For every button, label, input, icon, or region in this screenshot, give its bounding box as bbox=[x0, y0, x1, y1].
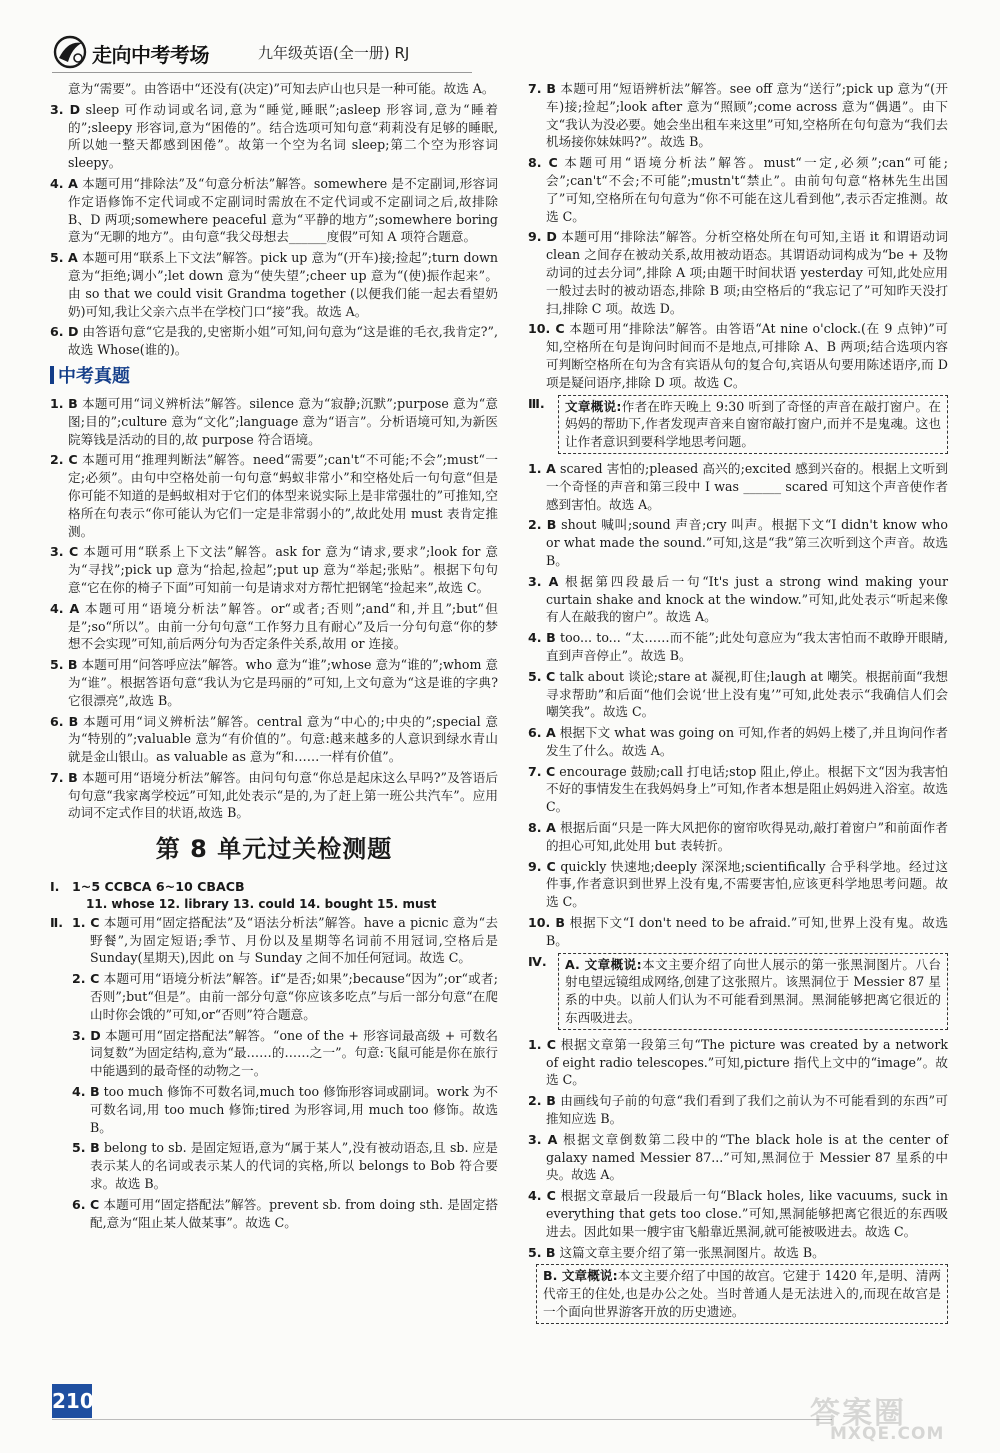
answer-number: 9. C bbox=[528, 858, 556, 874]
answer-item bbox=[528, 320, 948, 391]
section-2-answers bbox=[50, 914, 498, 1235]
answer-item bbox=[528, 629, 948, 665]
answer-number: 1. A bbox=[528, 460, 556, 476]
answer-explanation: shout 喊叫;sound 声音;cry 叫声。根据下文“I didn't know who or what made the sound.”可知,这是“我”第三次听到这个声音。故选 B。 bbox=[546, 517, 949, 568]
footer-rule bbox=[52, 1419, 832, 1420]
answer-item bbox=[50, 395, 498, 448]
answers-prev-section bbox=[50, 80, 498, 359]
answer-number: 8. C bbox=[528, 155, 558, 171]
answer-number: 3. C bbox=[50, 544, 79, 560]
answer-number: 10. C bbox=[528, 321, 565, 337]
answer-number: 4. B bbox=[528, 630, 556, 646]
section-4b-summary-box bbox=[536, 1264, 948, 1323]
answer-item bbox=[528, 460, 948, 513]
answer-explanation: 本题可用“固定搭配法”解答。“one of the + 形容词最高级 + 可数名词复数”为固定结构,意为“最……的……之一”。句意:飞鼠可能是你在旅行中能遇到的最奇怪的动物之一。 bbox=[90, 1027, 498, 1079]
section-1-line-1: 1~5 CCBCA 6~10 CBACB bbox=[72, 879, 245, 895]
answer-item bbox=[72, 1027, 498, 1080]
answers-zhongkao bbox=[50, 395, 498, 822]
answer-explanation: 本题可用“语境分析法”解答。must“一定,必须”;can“可能;会”;can't“不会;不可能”;mustn't“禁止”。由前句句意“格林先生出国了”可知,空格所在句句意为“你不可能在这儿看到他”,表示否定推测。故选 C。 bbox=[546, 155, 948, 224]
section-4 bbox=[528, 953, 948, 1036]
answer-explanation: 根据下文 what was going on 可知,作者的妈妈上楼了,并且询问作者发生了什么。故选 A。 bbox=[546, 725, 948, 758]
book-logo-icon bbox=[52, 34, 88, 70]
zhongkao-title: 中考真题 bbox=[58, 365, 130, 387]
answers-sec2-continued bbox=[528, 80, 948, 392]
section-2-list bbox=[72, 914, 498, 1235]
section-4b-summary-text: 本文主要介绍了中国的故宫。它建于 1420 年,是明、清两代帝王的住处,也是办公之处。当时普通人是无法进入的,而现在故宫是一个面向世界游客开放的历史遗迹。 bbox=[543, 1268, 942, 1319]
answer-number: 5. A bbox=[50, 250, 78, 266]
answer-explanation: sleep 可作动词或名词,意为“睡觉,睡眠”;asleep 形容词,意为“睡着的”;sleepy 形容词,意为“困倦的”。结合选项可知句意“莉莉没有足够的睡眠,所以她一整天都感到困倦”。故第一个空为名词 sleep;第二个空为形容词 sleepy。 bbox=[68, 101, 498, 171]
answer-explanation: 根据后面“只是一阵大风把你的窗帘吹得晃动,敲打着窗户”和前面作者的担心可知,此处用 but 表转折。 bbox=[546, 820, 948, 853]
answer-item bbox=[528, 1187, 948, 1240]
answer-number: 4. C bbox=[528, 1188, 556, 1204]
answer-explanation: 本题可用“推理判断法”解答。need“需要”;can't“不可能;不会”;must“一定;必须”。由句中空格处前一句句意“蚂蚁非常小”和空格处后一句句意“但是你可能不知道的是蚂蚁相对于它们的体型来说实际上是非常强壮的”可推知,空格所在句表示“你可能认为它们一定是非常弱小的”,故此处用 must 表肯定推测。 bbox=[68, 452, 498, 539]
watermark-line-2: MXQE.COM bbox=[830, 1424, 945, 1444]
answer-item bbox=[528, 724, 948, 760]
answer-number: 2. C bbox=[72, 971, 100, 987]
section-4b-summary-label: B. 文章概说: bbox=[543, 1268, 618, 1284]
section-1-answers bbox=[50, 878, 498, 914]
section-3-list bbox=[528, 460, 948, 950]
section-3-summary-box bbox=[558, 395, 948, 454]
answer-explanation: too... to... “太……而不能”;此处句意应为“我太害怕而不敢睁开眼睛,直到声音停止”。故选 B。 bbox=[546, 630, 948, 663]
answer-item bbox=[72, 1083, 498, 1136]
answer-explanation: talk about 谈论;stare at 凝视,盯住;laugh at 嘲笑。根据前面“我想寻求帮助”和后面“他们会说‘世上没有鬼’”可知,此处表示“我确信人们会嘲笑我”。故选 C。 bbox=[546, 668, 948, 720]
answer-number: 2. B bbox=[528, 1093, 556, 1109]
answer-number: 3. D bbox=[72, 1027, 101, 1043]
answer-item bbox=[50, 175, 498, 246]
header-rule bbox=[52, 72, 472, 73]
section-1-mark: Ⅰ. bbox=[50, 879, 60, 895]
answer-explanation: 根据文章倒数第二段中的“The black hole is at the center of galaxy named Messier 87...”可知,黑洞位于 Messier 87 星系的中央。故选 A。 bbox=[546, 1131, 948, 1183]
answer-number: 5. B bbox=[50, 657, 78, 673]
answer-number: 7. C bbox=[528, 763, 556, 779]
answer-item bbox=[528, 516, 948, 569]
answer-number: 2. C bbox=[50, 452, 78, 468]
book-title: 走向中考考场 bbox=[92, 43, 209, 67]
answer-explanation: 本题可用“联系上下文法”解答。pick up 意为“(开车)接;捡起”;turn down 意为“拒绝;调小”;let down 意为“使失望”;cheer up 意为“(使)振作起来”。由 so that we could visit Grandma together (以便我们能一起去看望奶奶)可知,我让父亲六点半在学校门口“接”我。故选 A。 bbox=[68, 250, 498, 319]
answer-explanation: 根据第四段最后一句“It's just a strong wind making your curtain shake and knock at the window.”可知,此处表示“听起来像有人在敲我的窗户”。故选 A。 bbox=[546, 573, 948, 625]
answer-explanation: 本题可用“词义辨析法”解答。central 意为“中心的;中央的”;special 意为“特别的”;valuable 意为“有价值的”。句意:越来越多的人意识到绿水青山就是金山银山。as valuable as 意为“和……一样有价值”。 bbox=[68, 713, 498, 765]
section-4a-summary-text: 本文主要介绍了向世人展示的第一张黑洞图片。八台射电望远镜组成网络,创建了这张照片。该黑洞位于 Messier 87 星系的中央。以前人们认为不可能看到黑洞。黑洞能够把离它很近的东西吸进去。 bbox=[565, 956, 942, 1026]
section-3-summary-label: 文章概说: bbox=[565, 398, 622, 414]
answer-explanation: 由答语句意“它是我的,史密斯小姐”可知,问句意为“这是谁的毛衣,我肯定?”,故选 Whose(谁的)。 bbox=[68, 324, 498, 358]
section-3-mark: Ⅲ. bbox=[528, 395, 545, 411]
answer-item bbox=[50, 80, 498, 98]
answer-item bbox=[50, 101, 498, 172]
answer-item bbox=[528, 80, 948, 151]
answer-number: 2. B bbox=[528, 517, 557, 533]
section-3 bbox=[528, 395, 948, 460]
answer-number: 3. D bbox=[50, 101, 81, 117]
answer-item bbox=[528, 914, 948, 950]
answer-explanation: 本题可用“语境分析法”解答。or“或者;否则”;and“和,并且”;but“但是”;so“所以”。由前一分句句意“工作努力且有耐心”及后一分句句意“你的梦想不会实现”可知,前后两分句为否定条件关系,故用 or 连接。 bbox=[68, 600, 498, 652]
answer-item bbox=[528, 858, 948, 911]
answer-item bbox=[528, 573, 948, 626]
answer-number: 6. A bbox=[528, 725, 556, 741]
section-4a-summary-box bbox=[558, 953, 948, 1030]
answer-number: 5. C bbox=[528, 668, 556, 684]
answer-explanation: 本题可用“联系上下文法”解答。ask for 意为“请求,要求”;look for 意为“寻找”;pick up 意为“拾起,捡起”;put up 意为“举起;张贴”。根据下句句意“它在你的椅子下面”可知前一句是请求对方帮忙把钢笔“捡起来”,故选 C。 bbox=[68, 544, 498, 595]
section-1-line-2: 11. whose 12. library 13. could 14. bought 15. must bbox=[86, 897, 437, 912]
answer-number: 6. D bbox=[50, 324, 79, 340]
answer-explanation: 本题可用“排除法”及“句意分析法”解答。somewhere 是不定副词,形容词作定语修饰不定代词或不定副词时需放在不定代词或不定副词之后,故排除 B、D 两项;somewhere peaceful 意为“平静的地方”;somewhere boring 意为“无聊的地方”。由句意“我父母想去______度假”可知 A 项符合题意。 bbox=[68, 175, 498, 245]
answer-number: 1. C bbox=[72, 914, 100, 930]
answer-number: 1. C bbox=[528, 1036, 556, 1052]
answer-item bbox=[72, 914, 498, 967]
answer-number: 4. B bbox=[72, 1084, 100, 1100]
answer-item bbox=[50, 600, 498, 653]
answer-item bbox=[72, 1196, 498, 1232]
answer-item bbox=[72, 1139, 498, 1192]
answer-number: 8. A bbox=[528, 820, 556, 836]
answer-item bbox=[50, 543, 498, 596]
answer-item bbox=[528, 1131, 948, 1184]
answer-explanation: 本题可用“短语辨析法”解答。see off 意为“送行”;pick up 意为“(开车)接;捡起”;look after 意为“照顾”;come across 意为“偶遇”。由下文“我认为没必要。她会坐出租车来这里”可知,空格所在句句意为“我们去机场接你妹妹吗?”。故选 B。 bbox=[546, 81, 948, 150]
answer-explanation: 这篇文章主要介绍了第一张黑洞图片。故选 B。 bbox=[559, 1244, 825, 1260]
answer-item bbox=[528, 1244, 948, 1262]
section-4-mark: Ⅳ. bbox=[528, 953, 547, 969]
answer-number: 1. B bbox=[50, 395, 78, 411]
answer-explanation: too much 修饰不可数名词,much too 修饰形容词或副词。work 为不可数名词,用 too much 修饰;tired 为形容词,用 much too 修饰。故选 B。 bbox=[90, 1084, 499, 1135]
answer-number: 3. A bbox=[528, 573, 559, 589]
answer-item bbox=[50, 656, 498, 709]
answer-item bbox=[528, 668, 948, 721]
answer-item bbox=[50, 323, 498, 359]
answer-number: 7. B bbox=[50, 769, 78, 785]
section-heading-zhongkao bbox=[50, 365, 498, 389]
answer-number: 4. A bbox=[50, 600, 80, 616]
answer-explanation: quickly 快速地;deeply 深深地;scientifically 合乎科学地。经过这件事,作者意识到世界上没有鬼,不需要害怕,应该更科学地思考问题。故选 C。 bbox=[546, 858, 948, 910]
answer-item bbox=[528, 1036, 948, 1089]
page-header bbox=[52, 34, 572, 70]
answer-explanation: encourage 鼓励;call 打电话;stop 阻止,停止。根据下文“因为我害怕不好的事情发生在我妈妈身上”可知,作者本想是阻止妈妈进入浴室。故选 C。 bbox=[546, 763, 948, 815]
left-column bbox=[50, 80, 498, 1234]
answer-number: 3. A bbox=[528, 1131, 558, 1147]
answer-item bbox=[72, 970, 498, 1023]
answer-item bbox=[528, 154, 948, 225]
answer-explanation: 本题可用“固定搭配法”解答。prevent sb. from doing sth. 是固定搭配,意为“阻止某人做某事”。故选 C。 bbox=[90, 1196, 498, 1230]
page-number: 210 bbox=[52, 1384, 92, 1418]
answer-explanation: 根据文章第一段第三句“The picture was created by a network of eight radio telescopes.”可知,picture 指代上文中的“image”。故选 C。 bbox=[546, 1036, 948, 1088]
answer-explanation: belong to sb. 是固定短语,意为“属于某人”,没有被动语态,且 sb. 应是表示某人的名词或表示某人的代词的宾格,所以 belongs to Bob 符合要求。故选 B。 bbox=[90, 1140, 498, 1192]
answer-explanation: 根据文章最后一段最后一句“Black holes, like vacuums, suck in everything that gets too close.”可知,黑洞能够把离它很近的东西吸进去。因此如果一艘宇宙飞船靠近黑洞,就可能被吸进去。故选 C。 bbox=[546, 1188, 948, 1239]
answer-item bbox=[50, 249, 498, 320]
answer-number: 9. D bbox=[528, 229, 557, 245]
answer-explanation: 本题可用“语境分析法”解答。if“是否;如果”;because“因为”;or“或者;否则”;but“但是”。由前一部分句意“你应该多吃点”与后一部分句意“在爬山时你会饿的”可知,or“否则”符合题意。 bbox=[90, 971, 498, 1022]
answer-item bbox=[50, 713, 498, 766]
section-4a-summary-label: A. 文章概说: bbox=[565, 956, 642, 972]
section-4a-list bbox=[528, 1036, 948, 1262]
answer-number: 4. A bbox=[50, 175, 78, 191]
answer-explanation: 本题可用“词义辨析法”解答。silence 意为“寂静;沉默”;purpose 意为“意图;目的”;culture 意为“文化”;language 意为“语言”。分析语境可知,为新医院筹钱是活动的目的,故 purpose 符合语境。 bbox=[68, 395, 498, 447]
answer-explanation: 本题可用“语境分析法”解答。由问句句意“你总是起床这么早吗?”及答语后句句意“我家离学校远”可知,此处表示“是的,为了赶上第一班公共汽车”。应用动词不定式作目的状语,故选 B。 bbox=[68, 769, 498, 821]
answer-explanation: 根据下文“I don't need to be afraid.”可知,世界上没有鬼。故选 B。 bbox=[546, 915, 948, 948]
watermark-line-1: 答案圈 bbox=[810, 1396, 906, 1431]
answer-item bbox=[528, 1092, 948, 1128]
heading-bar-icon bbox=[50, 366, 54, 384]
unit-title: 第 8 单元过关检测题 bbox=[155, 835, 393, 864]
answer-explanation: scared 害怕的;pleased 高兴的;excited 感到兴奋的。根据上文听到一个奇怪的声音和第三段中 I was ______ scared 可知这个声音使作者感到害怕。故选 A。 bbox=[546, 460, 948, 512]
answer-item bbox=[528, 228, 948, 317]
answer-number: 6. B bbox=[50, 713, 79, 729]
answer-item bbox=[50, 769, 498, 822]
answer-number: 5. B bbox=[72, 1140, 100, 1156]
answer-explanation: 本题可用“固定搭配法”及“语法分析法”解答。have a picnic 意为“去野餐”,为固定短语;季节、月份以及星期等名词前不用冠词,空格后是 Sunday(星期天),因此 on 与 Sunday 之间不加任何冠词。故选 C。 bbox=[90, 914, 498, 966]
answer-number: 6. C bbox=[72, 1196, 100, 1212]
answer-explanation: 由画线句子前的句意“我们看到了我们之前认为不可能看到的东西”可推知应选 B。 bbox=[546, 1093, 948, 1127]
answer-number: 7. B bbox=[528, 81, 556, 96]
answer-item bbox=[528, 819, 948, 855]
book-subtitle: 九年级英语(全一册) RJ bbox=[258, 44, 410, 62]
answer-item bbox=[528, 763, 948, 816]
right-column bbox=[528, 80, 948, 1330]
answer-explanation: 意为“需要”。由答语中“还没有(决定)”可知去庐山也只是一种可能。故选 A。 bbox=[68, 81, 495, 96]
watermark-logo bbox=[800, 1388, 990, 1446]
answer-explanation: 本题可用“排除法”解答。分析空格处所在句可知,主语 it 和谓语动词 clean 之间存在被动关系,故用被动语态。其谓语动词构成为“be + 及物动词的过去分词”,排除 A 项;由题干时间状语 yesterday 可知,此处应用一般过去时的被动语态,排除 B 项;由空格后的“我忘记了”可知昨天没打扫,排除 C 项。故选 D。 bbox=[546, 229, 948, 316]
answer-number: 10. B bbox=[528, 915, 565, 931]
answer-number: 5. B bbox=[528, 1244, 556, 1260]
section-2-mark: Ⅱ. bbox=[50, 914, 64, 930]
answer-item bbox=[50, 451, 498, 540]
answer-explanation: 本题可用“排除法”解答。由答语“At nine o'clock.(在 9 点钟)”可知,空格所在句是询问时间而不是地点,可排除 A、B 两项;结合选项内容可判断空格所在句为含有宾语从句的复合句,宾语从句要用陈述语序,而 D 项是疑问语序,排除 D 项。故选 C。 bbox=[546, 321, 949, 390]
section-3-summary-text: 作者在昨天晚上 9:30 听到了奇怪的声音在敲打窗户。在妈妈的帮助下,作者发现声音来自窗帘敲打窗户,而并不是鬼魂。这也让作者意识到要科学地思考问题。 bbox=[565, 398, 941, 450]
answer-explanation: 本题可用“问答呼应法”解答。who 意为“谁”;whose 意为“谁的”;whom 意为“谁”。根据答语句意“我认为它是玛丽的”可知,上文句意为“这是谁的字典?它很漂亮”,故选 B。 bbox=[68, 657, 498, 708]
